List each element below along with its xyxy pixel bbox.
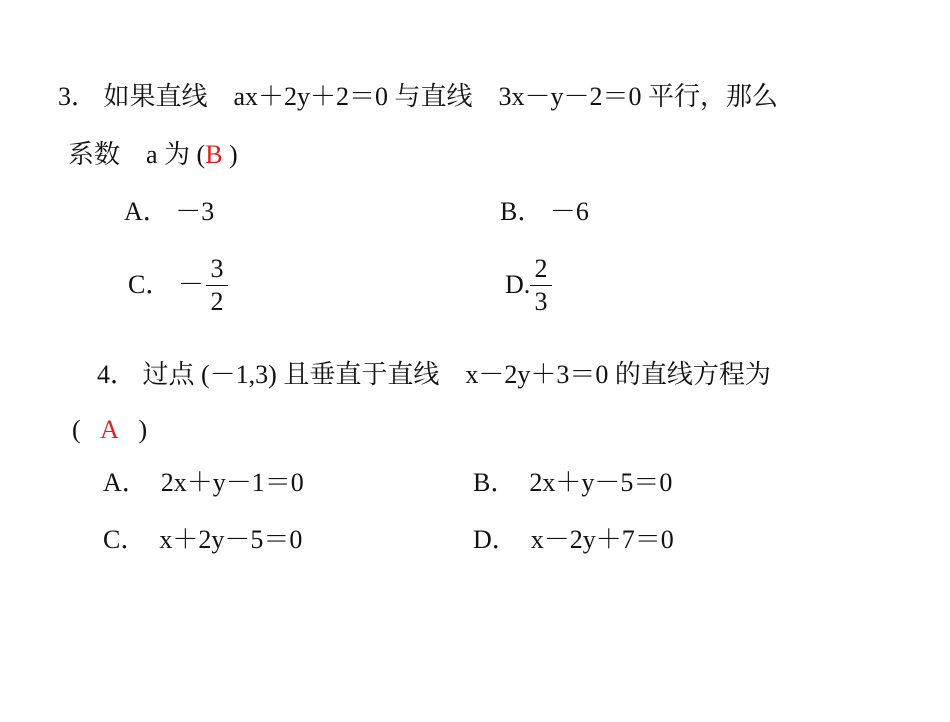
- q4-option-b: B． 2x＋y－5＝0: [473, 468, 673, 497]
- q3-option-b: B． －6: [500, 197, 589, 226]
- q3-option-c-denominator: 2: [210, 287, 224, 316]
- q4-stem-line1: 4． 过点 (－1,3) 且垂直于直线 x－2y＋3＝0 的直线方程为: [97, 360, 771, 389]
- q3-option-d-label: D.: [505, 270, 531, 299]
- q4-paren-close: ): [138, 415, 148, 444]
- q4-stem-line2: [72, 415, 147, 445]
- q4-answer: A: [100, 415, 119, 444]
- q3-stem-suffix: ): [229, 140, 238, 169]
- q4-option-d: D． x－2y＋7＝0: [473, 525, 674, 554]
- q3-stem-line2: [68, 140, 238, 170]
- q3-option-c-label: C． －: [128, 270, 204, 299]
- q3-option-c-fraction-bar: [206, 285, 228, 286]
- q4-option-c: C． x＋2y－5＝0: [103, 525, 303, 554]
- q3-option-c-fraction: [206, 255, 228, 316]
- q3-option-a: A． －3: [124, 197, 215, 226]
- q3-stem-prefix: 系数 a 为 (: [68, 140, 206, 169]
- q3-option-c-numerator: 3: [210, 254, 224, 283]
- q3-option-d-fraction-bar: [530, 285, 552, 286]
- q4-paren-open: (: [72, 415, 81, 444]
- q3-stem-line1: 3． 如果直线 ax＋2y＋2＝0 与直线 3x－y－2＝0 平行，那么: [58, 82, 779, 111]
- q4-option-a: A． 2x＋y－1＝0: [103, 468, 304, 497]
- q3-option-d-numerator: 2: [534, 254, 548, 283]
- q3-option-d-denominator: 3: [534, 287, 548, 316]
- q3-option-d-fraction: [530, 255, 552, 316]
- q3-answer: B: [205, 140, 223, 169]
